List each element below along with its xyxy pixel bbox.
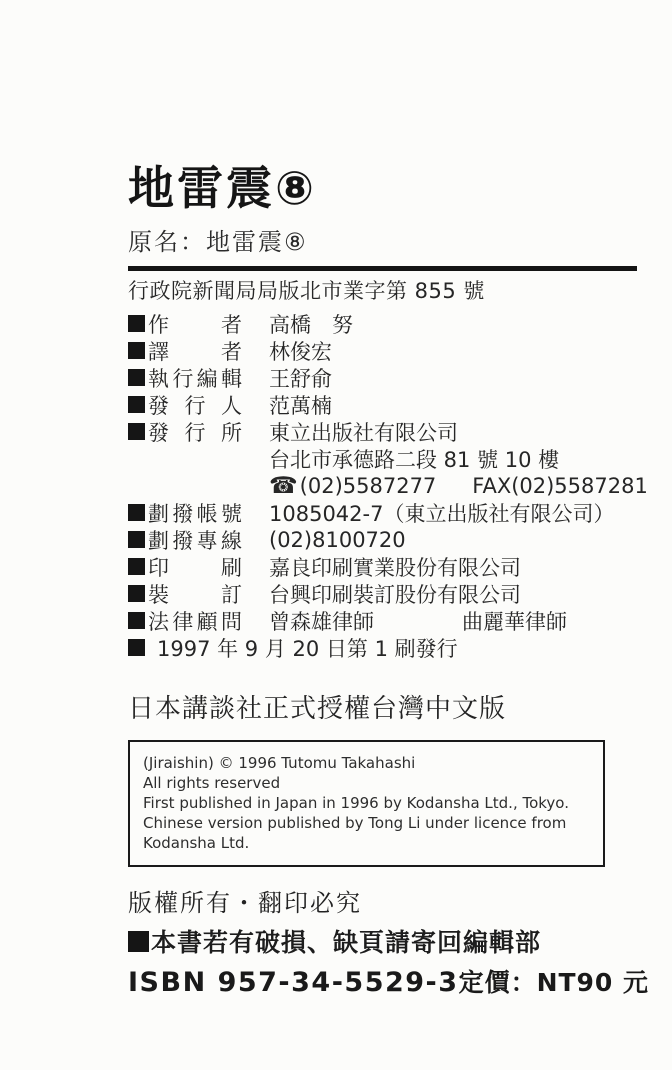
- credit-row-author: [128, 310, 640, 337]
- black-square-icon: [128, 423, 145, 440]
- license-number: 行政院新聞局局版北市業字第 855 號: [128, 279, 485, 303]
- black-square-icon: [128, 504, 145, 521]
- publisher-phone: [128, 472, 648, 499]
- print-date-text: 1997 年 9 月 20 日第 1 刷發行: [157, 636, 458, 661]
- credit-label: 劃撥專線: [148, 528, 242, 553]
- address-text: 台北市承德路二段 81 號 10 樓: [269, 447, 560, 472]
- damage-notice-row: [128, 923, 620, 959]
- credit-label: 執行編輯: [148, 366, 242, 391]
- copyright-line: (Jiraishin) © 1996 Tutomu Takahashi: [143, 754, 416, 772]
- credit-row-legal-advisors: [128, 607, 640, 634]
- credit-row-editor: [128, 364, 640, 391]
- black-square-icon: [128, 369, 145, 386]
- colophon-content: [128, 161, 650, 999]
- credit-value: 嘉良印刷實業股份有限公司: [269, 555, 521, 580]
- black-square-icon: [128, 342, 145, 359]
- credit-label: 譯者: [148, 339, 242, 364]
- credit-row-publishing-house: [128, 418, 640, 445]
- credit-label: 發行人: [148, 393, 242, 418]
- damage-notice-text: 本書若有破損、缺頁請寄回編輯部: [151, 928, 542, 957]
- footer-block: [128, 883, 650, 999]
- credit-value: 1085042-7（東立出版社有限公司）: [269, 501, 615, 526]
- black-square-icon: [128, 531, 145, 548]
- page-title: 地雷震⑧: [128, 161, 317, 215]
- credits-list: [128, 310, 648, 661]
- legal-advisor-2: 曲麗華律師: [462, 609, 567, 634]
- black-square-icon: [128, 612, 145, 629]
- original-title: 原名：地雷震⑧: [128, 228, 308, 256]
- credit-label: 裝訂: [148, 582, 242, 607]
- divider-rule: [128, 266, 637, 271]
- rights-reserved-text: 版權所有・翻印必究: [128, 889, 362, 917]
- isbn-price-row: [128, 963, 650, 999]
- price-text: 定價：NT90 元: [458, 968, 650, 997]
- authorization-statement: 日本講談社正式授權台灣中文版: [128, 694, 507, 724]
- phone-number: (02)5587277: [299, 473, 437, 498]
- credit-row-printer: [128, 553, 640, 580]
- black-square-icon: [128, 315, 145, 332]
- credit-row-postal-line: [128, 526, 640, 553]
- credit-row-print-date: [128, 634, 640, 661]
- black-square-icon: [128, 396, 145, 413]
- credit-value: 范萬楠: [269, 393, 332, 418]
- black-square-icon: [128, 558, 145, 575]
- copyright-box: [128, 740, 605, 867]
- credit-row-binder: [128, 580, 640, 607]
- credit-value: 林俊宏: [269, 339, 332, 364]
- credit-label: 作者: [148, 312, 242, 337]
- credit-label: 劃撥帳號: [148, 501, 242, 526]
- copyright-line: All rights reserved: [143, 774, 281, 792]
- black-square-icon: [128, 931, 149, 952]
- credit-row-postal-account: [128, 499, 640, 526]
- legal-advisor-1: 曾森雄律師: [269, 609, 374, 634]
- credit-label: 印刷: [148, 555, 242, 580]
- credit-value: (02)8100720: [269, 527, 406, 552]
- copyright-line: Chinese version published by Tong Li under licence from Kodansha Ltd.: [143, 814, 567, 852]
- credit-value: 台興印刷裝訂股份有限公司: [269, 582, 521, 607]
- credit-row-publisher-person: [128, 391, 640, 418]
- credit-value: 王舒俞: [269, 366, 332, 391]
- credit-value: 高橋 努: [269, 312, 353, 337]
- black-square-icon: [128, 585, 145, 602]
- credit-value: 東立出版社有限公司: [269, 420, 458, 445]
- black-square-icon: [128, 639, 145, 656]
- isbn-number: ISBN 957-34-5529-3: [128, 967, 459, 998]
- fax-number: FAX(02)5587281: [472, 473, 648, 498]
- credit-row-translator: [128, 337, 640, 364]
- telephone-icon: ☎: [269, 472, 298, 499]
- publisher-address: [128, 445, 640, 472]
- credit-label: 法律顧問: [148, 609, 242, 634]
- credit-label: 發行所: [148, 420, 242, 445]
- copyright-line: First published in Japan in 1996 by Kodansha Ltd., Tokyo.: [143, 794, 569, 812]
